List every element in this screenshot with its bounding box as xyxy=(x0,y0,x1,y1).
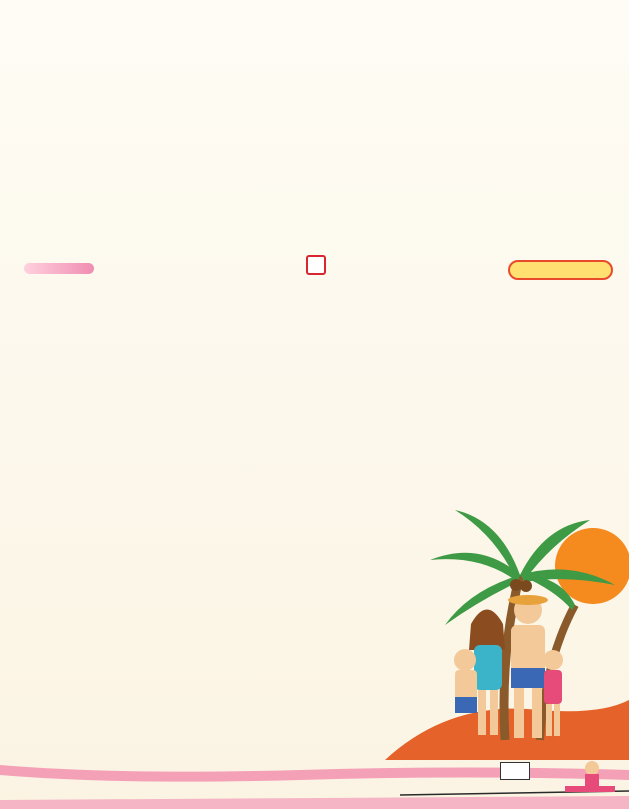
kid-on-pencil-icon xyxy=(560,758,620,798)
sun-icon xyxy=(555,528,629,604)
footer-swoosh xyxy=(0,765,629,782)
header-brush-stroke xyxy=(24,263,94,274)
page-number-box xyxy=(500,762,530,780)
worksheet-badge xyxy=(508,260,613,280)
family-figures xyxy=(454,595,563,738)
sand-hill xyxy=(385,700,629,760)
check-icon-box xyxy=(306,255,326,275)
